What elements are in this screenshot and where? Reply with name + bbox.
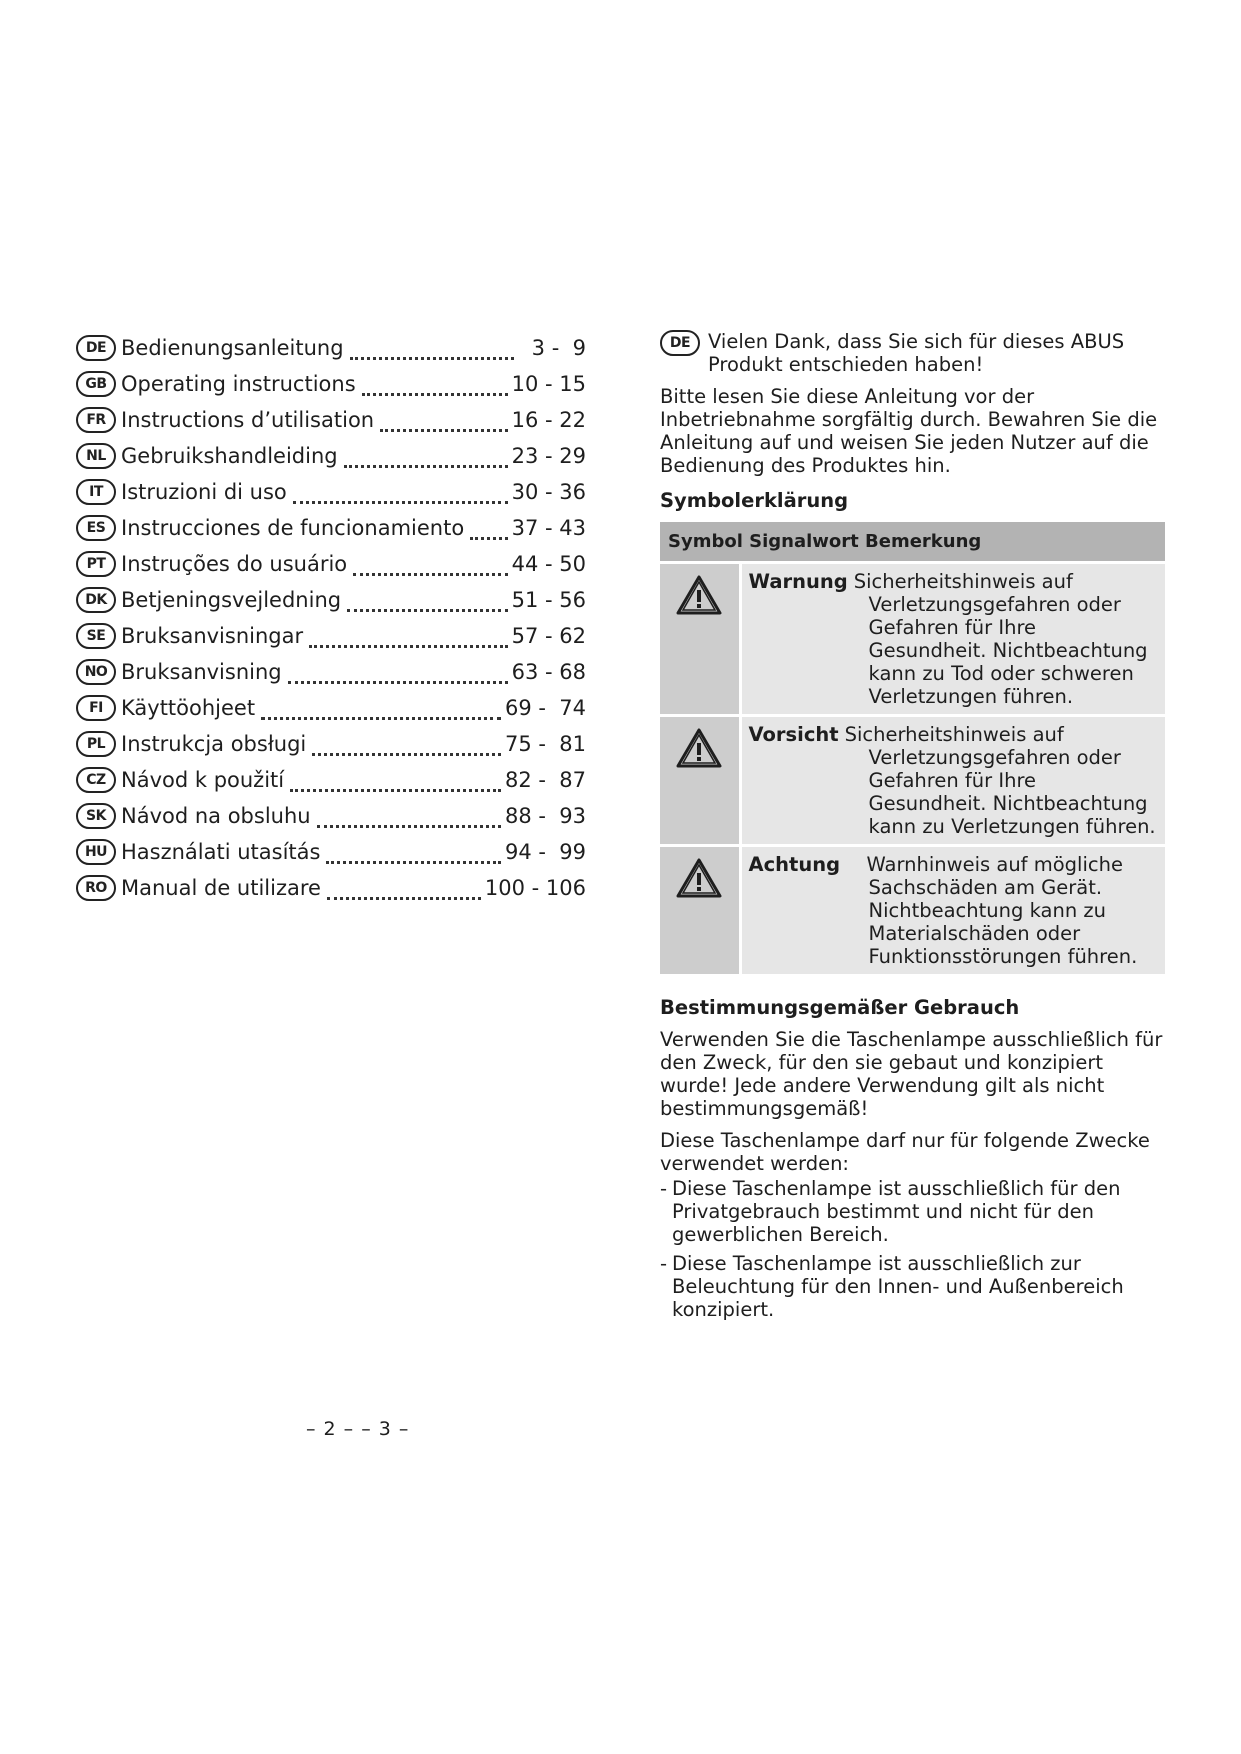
toc-entry[interactable] [76,510,586,546]
language-flag-icon: NL [76,443,116,469]
toc-leader [470,537,507,540]
intro [660,330,1170,376]
toc-leader [347,609,508,612]
table-row [660,716,1165,846]
toc-title: Bruksanvisningar [121,624,304,648]
toc-entry[interactable] [76,402,586,438]
language-flag-icon: PL [76,731,116,757]
toc-entry[interactable] [76,690,586,726]
signal-word: Achtung [748,853,841,876]
toc-pages: 23 - 29 [511,444,586,468]
toc-pages: 37 - 43 [511,516,586,540]
warning-triangle-icon [676,857,722,899]
list-item-text: Diese Taschenlampe ist ausschließlich für den Privatgebrauch bestimmt und nicht für den gewerblichen Bereich. [672,1177,1121,1246]
toc-pages: 44 - 50 [511,552,586,576]
language-flag-icon: RO [76,875,116,901]
toc-title: Manual de utilizare [121,876,321,900]
toc-entry[interactable] [76,582,586,618]
toc-title: Operating instructions [121,372,356,396]
dash-bullet: - [660,1252,668,1275]
toc-title: Instructions d’utilisation [121,408,375,432]
german-section [660,330,1170,1321]
toc-title: Bedienungsanleitung [121,336,344,360]
symbol-cell [660,716,740,846]
toc-leader [288,681,508,684]
signal-word: Vorsicht [748,723,839,746]
toc-leader [353,573,507,576]
language-flag-icon: CZ [76,767,116,793]
language-flag-icon: DE [660,330,700,356]
remark-text: Verletzungsgefahren oder Gefahren für Ihre Gesundheit. Nichtbeachtung kann zu Tod oder schweren Verletzungen führen. [868,593,1148,708]
toc-entry[interactable] [76,654,586,690]
intended-use-heading: Bestimmungsgemäßer Gebrauch [660,996,1020,1019]
remark-first: Warnhinweis auf mögliche [866,853,1123,876]
toc-title: Käyttöohjeet [121,696,256,720]
toc-title: Návod na obsluhu [121,804,311,828]
toc-entry[interactable] [76,618,586,654]
toc-entry[interactable] [76,762,586,798]
use-list [660,1177,1170,1321]
language-flag-icon: GB [76,371,116,397]
toc-title: Istruzioni di uso [121,480,287,504]
toc-title: Návod k použití [121,768,285,792]
language-flag-icon: IT [76,479,116,505]
list-item-text: Diese Taschenlampe ist ausschließlich zur Beleuchtung für den Innen- und Außenbereich konzipiert. [672,1252,1124,1321]
toc-leader [317,825,501,828]
language-flag-icon: HU [76,839,116,865]
language-flag-icon: ES [76,515,116,541]
remark-text: Verletzungsgefahren oder Gefahren für Ihre Gesundheit. Nichtbeachtung kann zu Verletzungen führen. [868,746,1156,838]
list-item [660,1252,1170,1321]
symbol-cell [660,563,740,716]
language-flag-icon: FR [76,407,116,433]
toc-entry[interactable] [76,438,586,474]
toc-title: Bruksanvisning [121,660,282,684]
toc-pages: 82 - 87 [504,768,586,792]
remark-first: Sicherheitshinweis auf [844,723,1064,746]
toc-pages: 88 - 93 [504,804,586,828]
warning-triangle-icon [676,574,722,616]
remark-cell [740,716,1165,846]
toc-entry[interactable] [76,366,586,402]
toc-pages: 30 - 36 [511,480,586,504]
warning-triangle-icon [676,727,722,769]
toc-entry[interactable] [76,474,586,510]
language-flag-icon: NO [76,659,116,685]
language-flag-icon: SE [76,623,116,649]
remark-cell [740,563,1165,716]
toc-title: Instruções do usuário [121,552,348,576]
toc-entry[interactable] [76,726,586,762]
toc-pages: 69 - 74 [504,696,586,720]
toc-leader [362,393,508,396]
toc-leader [344,465,508,468]
dash-bullet: - [660,1177,668,1200]
table-row [660,563,1165,716]
toc-pages: 75 - 81 [504,732,586,756]
toc-title: Instrucciones de funcionamiento [121,516,465,540]
toc-entry[interactable] [76,798,586,834]
toc-pages: 63 - 68 [511,660,586,684]
toc-leader [350,357,514,360]
language-flag-icon: SK [76,803,116,829]
toc-leader [290,789,501,792]
use-paragraph-2: Diese Taschenlampe darf nur für folgende Zwecke verwendet werden: [660,1129,1150,1175]
toc-pages: 57 - 62 [511,624,586,648]
toc-leader [327,897,481,900]
intro-paragraph: Bitte lesen Sie diese Anleitung vor der Inbetriebnahme sorgfältig durch. Bewahren Sie die Anleitung auf und weisen Sie jeden Nutzer auf die Bedienung des Produktes hin. [660,385,1158,477]
toc-leader [380,429,508,432]
toc-pages: 3 - 9 [531,336,586,360]
language-flag-icon: FI [76,695,116,721]
language-flag-icon: DK [76,587,116,613]
toc-leader [293,501,508,504]
use-paragraph-1: Verwenden Sie die Taschenlampe ausschließlich für den Zweck, für den sie gebaut und konzipiert wurde! Jede andere Verwendung gilt als nicht bestimmungsgemäß! [660,1028,1163,1120]
toc-entry[interactable] [76,870,586,906]
language-flag-icon: DE [76,335,116,361]
toc-pages: 10 - 15 [511,372,586,396]
toc-entry[interactable] [76,330,586,366]
toc-pages: 51 - 56 [511,588,586,612]
toc-entry[interactable] [76,546,586,582]
signal-word: Warnung [748,570,848,593]
toc-entry[interactable] [76,834,586,870]
table-header: Symbol Signalwort Bemerkung [660,522,1165,563]
language-flag-icon: PT [76,551,116,577]
toc-leader [309,645,508,648]
list-item [660,1177,1170,1246]
page-numbers: – 2 – – 3 – [306,1418,410,1440]
toc-pages: 94 - 99 [504,840,586,864]
remark-text: Sachschäden am Gerät. Nichtbeachtung kann zu Materialschäden oder Funktionsstörungen führen. [868,876,1138,968]
toc-title: Instrukcja obsługi [121,732,307,756]
remark-cell [740,846,1165,975]
toc-pages: 16 - 22 [511,408,586,432]
toc-title: Betjeningsvejledning [121,588,342,612]
symbol-cell [660,846,740,975]
toc-title: Használati utasítás [121,840,321,864]
symbol-table [660,522,1165,974]
toc-leader [261,717,501,720]
toc-title: Gebruikshandleiding [121,444,338,468]
toc-leader [312,753,501,756]
symbol-heading: Symbolerklärung [660,489,849,512]
intro-text: Vielen Dank, dass Sie sich für dieses ABUS Produkt entschieden haben! [708,330,1125,376]
toc-pages: 100 - 106 [484,876,586,900]
toc-leader [326,861,500,864]
table-of-contents [76,330,586,906]
remark-first: Sicherheitshinweis auf [853,570,1073,593]
table-row [660,846,1165,975]
